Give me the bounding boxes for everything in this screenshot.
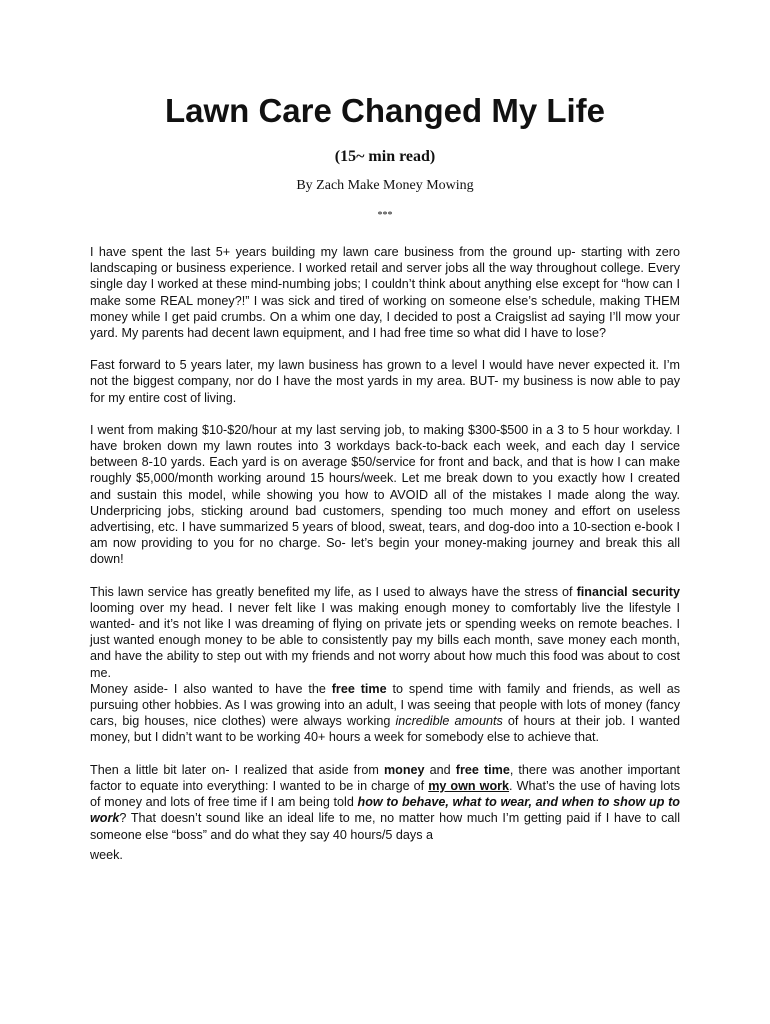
p5-italic-incredible-amounts: incredible amounts — [395, 714, 503, 729]
paragraph-5 — [90, 681, 680, 746]
paragraph-4 — [90, 584, 680, 681]
p6-bold-italic-phrase: how to behave, what to wear, and when to show up to work — [90, 795, 680, 826]
paragraph-6 — [90, 762, 680, 843]
p5-bold-free-time: free time — [331, 681, 387, 696]
paragraph-7: week. — [90, 847, 123, 862]
p4-bold-financial-security: financial security — [576, 584, 681, 599]
p6-bold-underline-my-own-work: my own work — [428, 778, 510, 793]
p4-text-c: looming over my head. I never felt like I was making enough money to comfortably live the lifestyle I wanted- and it’s not like I was dreaming of flying on private jets or spending weeks on remote beaches. I just wanted enough money to be able to consistently pay my bills each month, save money each month, and have the ability to step out with my friends and not worry about how much this food was about to cost me. — [90, 600, 680, 680]
p6-bold-money: money — [383, 762, 425, 777]
document-title: Lawn Care Changed My Life — [164, 92, 606, 129]
paragraph-3: I went from making $10-$20/hour at my last serving job, to making $300-$500 in a 3 to 5 hour workday. I have broken down my lawn routes into 3 workdays back-to-back each week, and each day I service between 8-10 yards. Each yard is on average $50/service for front and back, and that is how I can make roughly $5,000/month working around 15 hours/week. Let me break down to you exactly how I created and sustain this model, while showing you how to AVOID all of the mistakes I made along the way. Underpricing jobs, sticking around bad customers, spending too much money and effort on useless advertising, etc. I have summarized 5 years of blood, sweat, tears, and dog-doo into a 10-section e-book I am now providing to you for no charge. So- let’s begin your money-making journey and break this all down! — [90, 422, 680, 567]
p4-text-a: This lawn service has greatly benefited my life, as I used to always have the stress of — [90, 584, 577, 599]
read-time: (15~ min read) — [334, 148, 436, 165]
p6-bold-free-time: free time — [455, 762, 510, 777]
p6-text-e: , there was another important factor to equate into everything: I wanted to be in charge of — [90, 762, 680, 793]
p5-text-c: to spend time with family and friends, as well as pursuing other hobbies. As I was growing into an adult, I was seeing that people with lots of money (fancy cars, big houses, nice clothes) were always working — [90, 681, 680, 729]
p6-text-g: . What’s the use of having lots of money and lots of free time if I am being told — [90, 778, 680, 810]
p5-text-e: of hours at their job. I wanted money, but I didn’t want to be working 40+ hours a week for somebody else to achieve that. — [90, 714, 680, 745]
p6-text-a: Then a little bit later on- I realized that aside from — [90, 762, 384, 777]
section-separator: *** — [377, 210, 393, 221]
paragraph-2: Fast forward to 5 years later, my lawn business has grown to a level I would have never expected it. I’m not the biggest company, nor do I have the most yards in my area. BUT- my business is now able to pay for my entire cost of living. — [90, 358, 680, 405]
p6-text-c: and — [424, 762, 456, 777]
article-body — [90, 244, 680, 863]
p5-text-a: Money aside- I also wanted to have the — [90, 681, 332, 696]
p6-text-i: ? That doesn’t sound like an ideal life to me, no matter how much I’m getting paid if I have to call someone else “boss” and do what they say 40 hours/5 days a — [90, 811, 680, 842]
paragraph-1: I have spent the last 5+ years building my lawn care business from the ground up- starting with zero landscaping or business experience. I worked retail and server jobs all the way throughout college. Every single day I worked at these mind-numbing jobs; I couldn’t think about anything else except for “how can I make some REAL money?!” I was sick and tired of working on someone else’s schedule, making THEM money while I get paid crumbs. On a whim one day, I decided to post a Craigslist ad saying I’ll mow your yard. My parents had decent lawn equipment, and I had free time so what did I have to lose? — [90, 245, 680, 341]
byline: By Zach Make Money Mowing — [296, 178, 474, 193]
